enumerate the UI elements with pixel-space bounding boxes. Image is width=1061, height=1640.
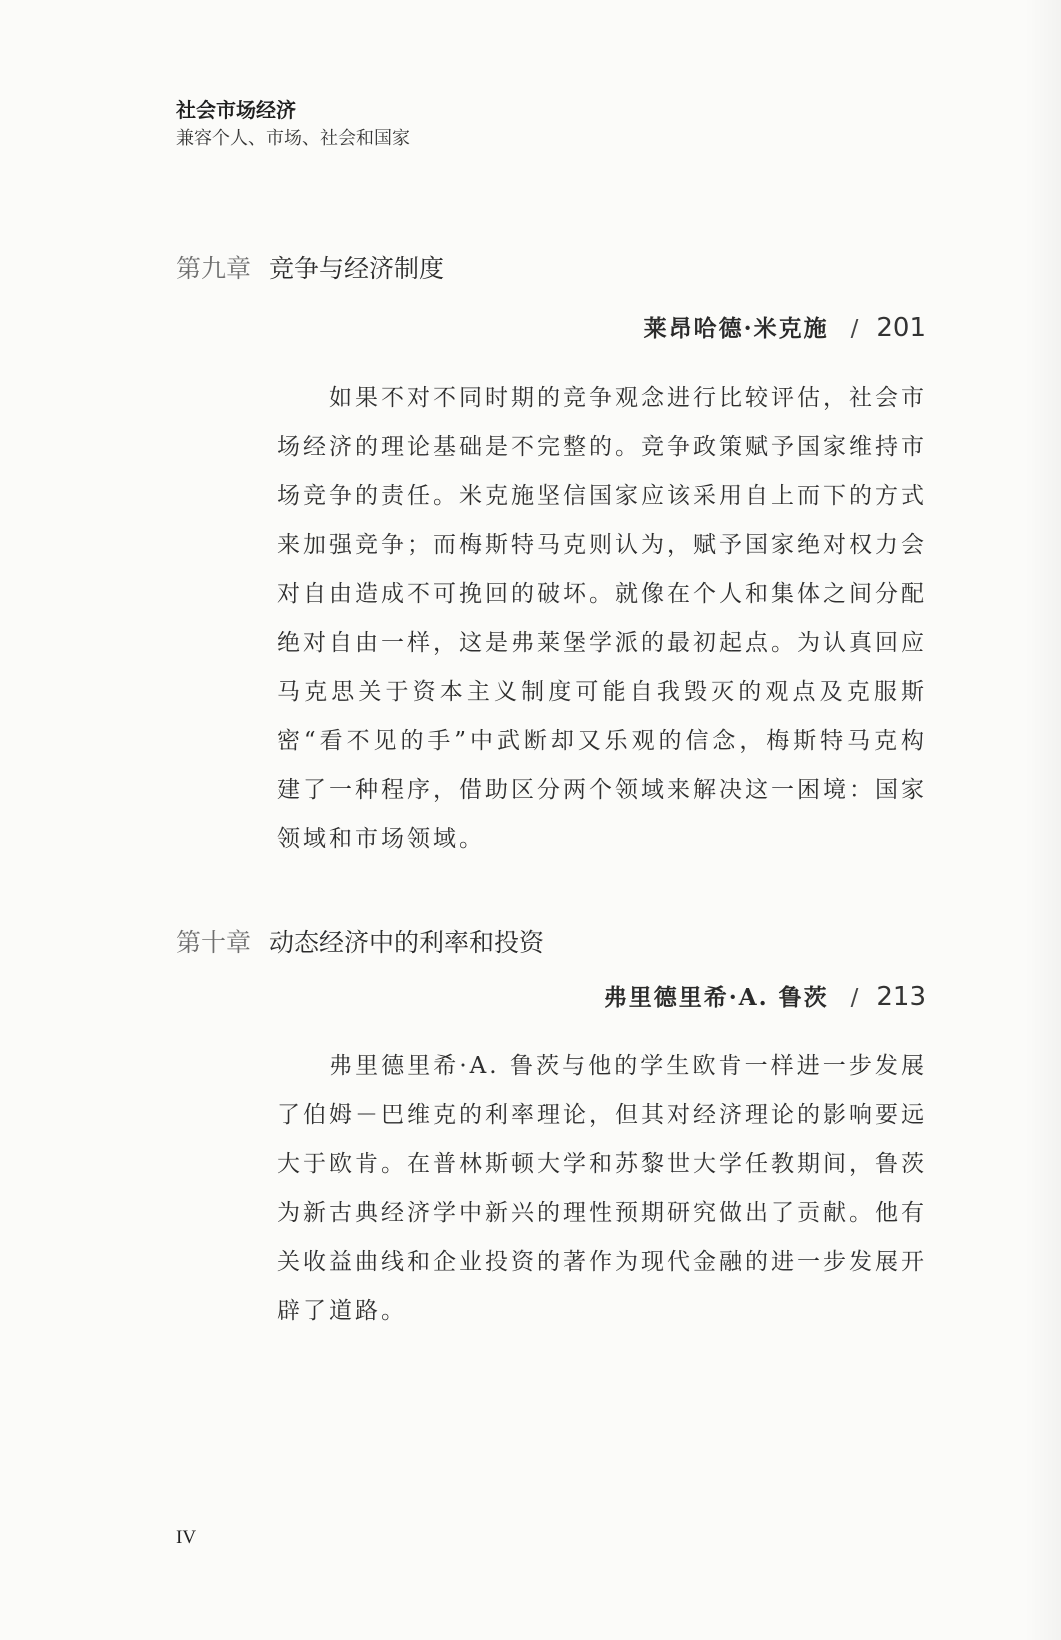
chapter-10-heading <box>176 926 544 960</box>
book-title: 社会市场经济 <box>176 98 296 122</box>
running-header <box>176 96 410 154</box>
page-separator: / <box>850 316 859 342</box>
chapter-number: 第九章 <box>176 254 252 283</box>
chapter-9-author-line <box>644 311 926 346</box>
chapter-page-number: 201 <box>876 313 926 343</box>
chapter-title: 竞争与经济制度 <box>269 254 445 283</box>
chapter-author: 莱昂哈德·米克施 <box>643 315 829 342</box>
page-edge-shadow <box>1025 0 1061 1640</box>
page-separator: / <box>850 985 859 1011</box>
chapter-9-heading <box>176 252 444 286</box>
chapter-author: 弗里德里希·A. 鲁茨 <box>603 984 829 1011</box>
chapter-10-author-line <box>604 980 926 1015</box>
chapter-title: 动态经济中的利率和投资 <box>269 928 545 957</box>
page-folio: IV <box>176 1527 197 1548</box>
chapter-9-summary: 如果不对不同时期的竞争观念进行比较评估，社会市场经济的理论基础是不完整的。竞争政策赋予国家维持市场竞争的责任。米克施坚信国家应该采用自上而下的方式来加强竞争；而梅斯特马克则认为，赋予国家绝对权力会对自由造成不可挽回的破坏。就像在个人和集体之间分配绝对自由一样，这是弗莱堡学派的最初起点。为认真回应马克思关于资本主义制度可能自我毁灭的观点及克服斯密“看不见的手”中武断却又乐观的信念，梅斯特马克构建了一种程序，借助区分两个领域来解决这一困境：国家领域和市场领域。 <box>277 385 927 852</box>
book-subtitle: 兼容个人、市场、社会和国家 <box>176 128 410 149</box>
chapter-10-summary: 弗里德里希·A. 鲁茨与他的学生欧肯一样进一步发展了伯姆－巴维克的利率理论，但其对经济理论的影响要远大于欧肯。在普林斯顿大学和苏黎世大学任教期间，鲁茨为新古典经济学中新兴的理性预期研究做出了贡献。他有关收益曲线和企业投资的著作为现代金融的进一步发展开辟了道路。 <box>277 1053 927 1324</box>
chapter-page-number: 213 <box>876 982 926 1012</box>
chapter-number: 第十章 <box>176 928 252 957</box>
